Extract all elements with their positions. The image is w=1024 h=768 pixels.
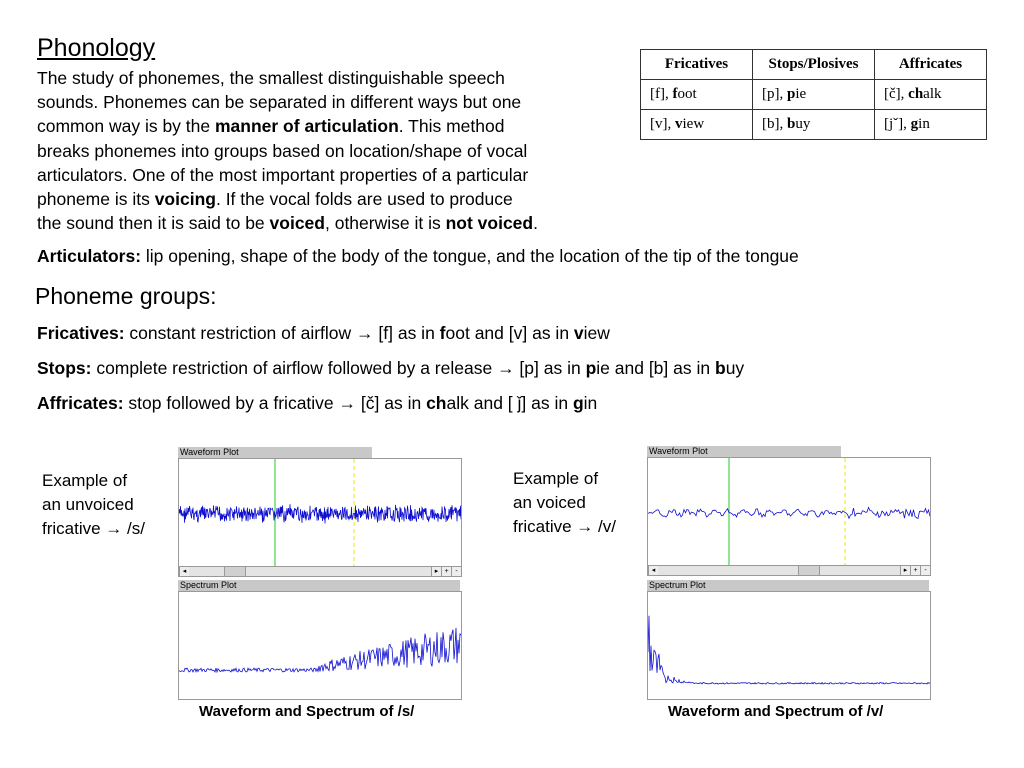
table-cell: [b], buy [753, 110, 875, 140]
caption-v: Waveform and Spectrum of /v/ [668, 703, 884, 720]
waveform-line [648, 507, 930, 518]
scrollbar[interactable] [647, 565, 931, 576]
table-cell: [jˇ], gin [875, 110, 987, 140]
scroll-thumb[interactable] [798, 566, 820, 575]
scroll-thumb[interactable] [224, 567, 246, 576]
spectrum-line [648, 616, 930, 684]
table-header: Affricates [875, 50, 987, 80]
waveform-title-bar: Waveform Plot [178, 447, 372, 458]
phoneme-table [640, 49, 987, 140]
zoom-in-icon[interactable]: + [910, 566, 920, 575]
group-stops: Stops: complete restriction of airflow followed by a release → [p] as in pie and [b] as in buy [37, 358, 745, 378]
spectrum-line [179, 628, 461, 672]
spectrum-title-bar: Spectrum Plot [647, 580, 929, 591]
scroll-left-icon[interactable]: ◂ [648, 566, 658, 575]
spectrum-plot [647, 591, 931, 700]
intro-paragraph [37, 66, 637, 235]
table-header: Stops/Plosives [753, 50, 875, 80]
page-title: Phonology [37, 34, 156, 62]
intro-line: sounds. Phonemes can be separated in different ways but one [37, 92, 522, 113]
zoom-out-icon[interactable]: - [451, 567, 461, 576]
scroll-right-icon[interactable]: ▸ [900, 566, 910, 575]
arrow-icon: → [105, 519, 123, 538]
intro-line: common way is by the manner of articulation. This method [37, 116, 505, 137]
spectrum-trace [179, 592, 461, 699]
arrow-icon: → [356, 323, 374, 343]
table-cell: [f], foot [641, 80, 753, 110]
table-header: Fricatives [641, 50, 753, 80]
waveform-line [179, 504, 461, 523]
table-cell: [v], view [641, 110, 753, 140]
zoom-out-icon[interactable]: - [920, 566, 930, 575]
scrollbar[interactable] [178, 566, 462, 577]
scroll-left-icon[interactable]: ◂ [179, 567, 189, 576]
waveform-plot [647, 457, 931, 566]
table-cell: [p], pie [753, 80, 875, 110]
arrow-icon: → [576, 517, 594, 536]
scroll-right-icon[interactable]: ▸ [431, 567, 441, 576]
intro-line: the sound then it is said to be voiced, otherwise it is not voiced. [37, 213, 538, 234]
intro-line: breaks phonemes into groups based on location/shape of vocal [37, 140, 528, 161]
spectrum-plot [178, 591, 462, 700]
example-label-unvoiced: Example of an unvoiced fricative → /s/ [42, 471, 145, 538]
arrow-icon: → [338, 393, 357, 413]
waveform-trace [179, 459, 461, 566]
waveform-plot [178, 458, 462, 567]
spectrum-title-bar: Spectrum Plot [178, 580, 460, 591]
spectrum-trace [648, 592, 930, 699]
table-row [641, 110, 987, 140]
waveform-trace [648, 458, 930, 565]
caption-s: Waveform and Spectrum of /s/ [199, 703, 415, 720]
groups-heading: Phoneme groups: [35, 283, 217, 309]
table-row [641, 80, 987, 110]
table-header-row [641, 50, 987, 80]
zoom-in-icon[interactable]: + [441, 567, 451, 576]
intro-line: phoneme is its voicing. If the vocal folds are used to produce [37, 189, 513, 210]
arrow-icon: → [497, 358, 515, 378]
intro-line: The study of phonemes, the smallest distinguishable speech [37, 68, 505, 88]
group-fricatives: Fricatives: constant restriction of airflow → [f] as in foot and [v] as in view [37, 323, 610, 343]
group-affricates: Affricates: stop followed by a fricative → [č] as in chalk and [ ǰ] as in gin [37, 393, 598, 413]
intro-line: articulators. One of the most important properties of a particular [37, 164, 529, 185]
articulators-line: Articulators: lip opening, shape of the body of the tongue, and the location of the tip of the tongue [37, 246, 799, 266]
example-label-voiced: Example of an voiced fricative → /v/ [513, 469, 616, 536]
waveform-title-bar: Waveform Plot [647, 446, 841, 457]
table-cell: [č], chalk [875, 80, 987, 110]
